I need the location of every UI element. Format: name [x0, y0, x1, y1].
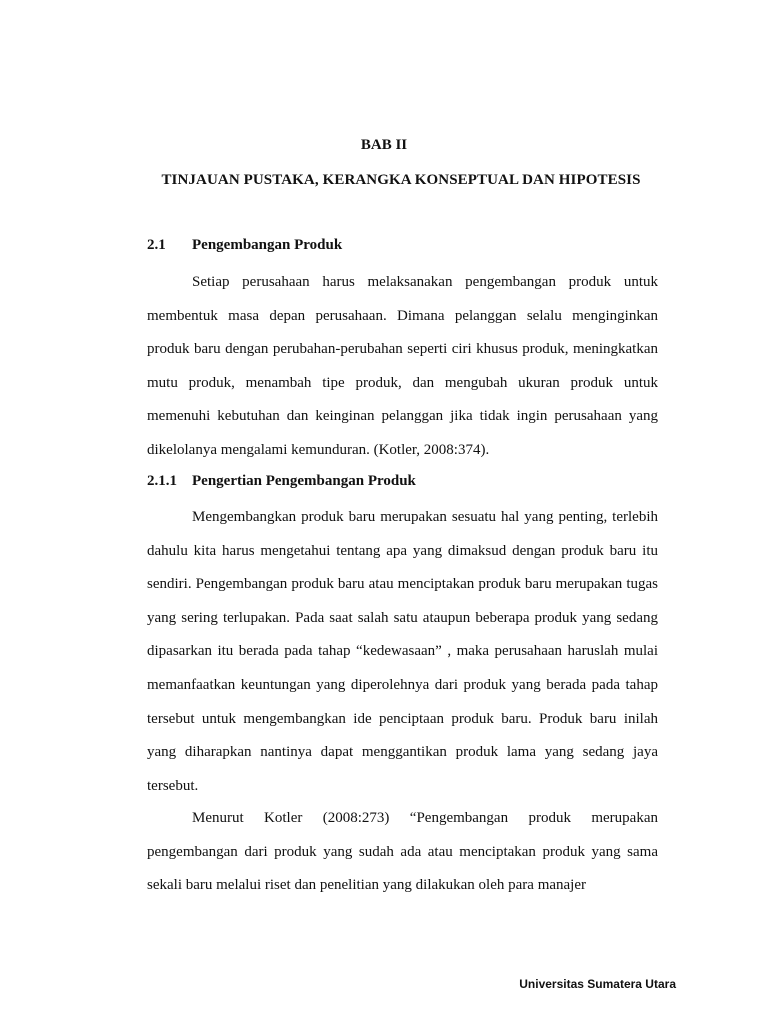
section-heading-2-1: [147, 237, 342, 254]
subsection-number: 2.1.1: [147, 473, 177, 489]
subsection-title: Pengertian Pengembangan Produk: [192, 473, 416, 489]
section-number: 2.1: [147, 237, 166, 253]
paragraph-pengembangan-produk: Setiap perusahaan harus melaksanakan pengembangan produk untuk membentuk masa depan perusahaan. Dimana pelanggan selalu menginginkan produk baru dengan perubahan-perubahan seperti ciri khusus produk, meningkatkan mutu produk, menambah tipe produk, dan mengubah ukuran produk untuk memenuhi kebutuhan dan keinginan pelanggan jika tidak ingin perusahaan yang dikelolanya mengalami kemunduran. (Kotler, 2008:374).: [147, 274, 658, 458]
paragraph-menurut-kotler: Menurut Kotler (2008:273) “Pengembangan produk merupakan pengembangan dari produk yang sudah ada atau menciptakan produk yang sama sekali baru melalui riset dan penelitian yang dilakukan oleh para manajer: [147, 810, 658, 894]
paragraph-pengertian: Mengembangkan produk baru merupakan sesuatu hal yang penting, terlebih dahulu kita harus mengetahui tentang apa yang dimaksud dengan produk baru itu sendiri. Pengembangan produk baru atau menciptakan produk baru merupakan tugas yang sering terlupakan. Pada saat salah satu ataupun beberapa produk yang sedang dipasarkan itu berada pada tahap “kedewasaan” , maka perusahaan haruslah mulai memanfaatkan keuntungan yang diperolehnya dari produk yang berada pada tahap tersebut untuk mengembangkan ide penciptaan produk baru. Produk baru inilah yang diharapkan nantinya dapat menggantikan produk lama yang sedang jaya tersebut.: [147, 509, 658, 794]
footer-institution: Universitas Sumatera Utara: [519, 977, 676, 991]
chapter-label: BAB II: [360, 137, 408, 153]
section-title: Pengembangan Produk: [192, 237, 343, 253]
chapter-title: TINJAUAN PUSTAKA, KERANGKA KONSEPTUAL DAN HIPOTESIS: [161, 172, 641, 188]
section-heading-2-1-1: [147, 473, 416, 490]
